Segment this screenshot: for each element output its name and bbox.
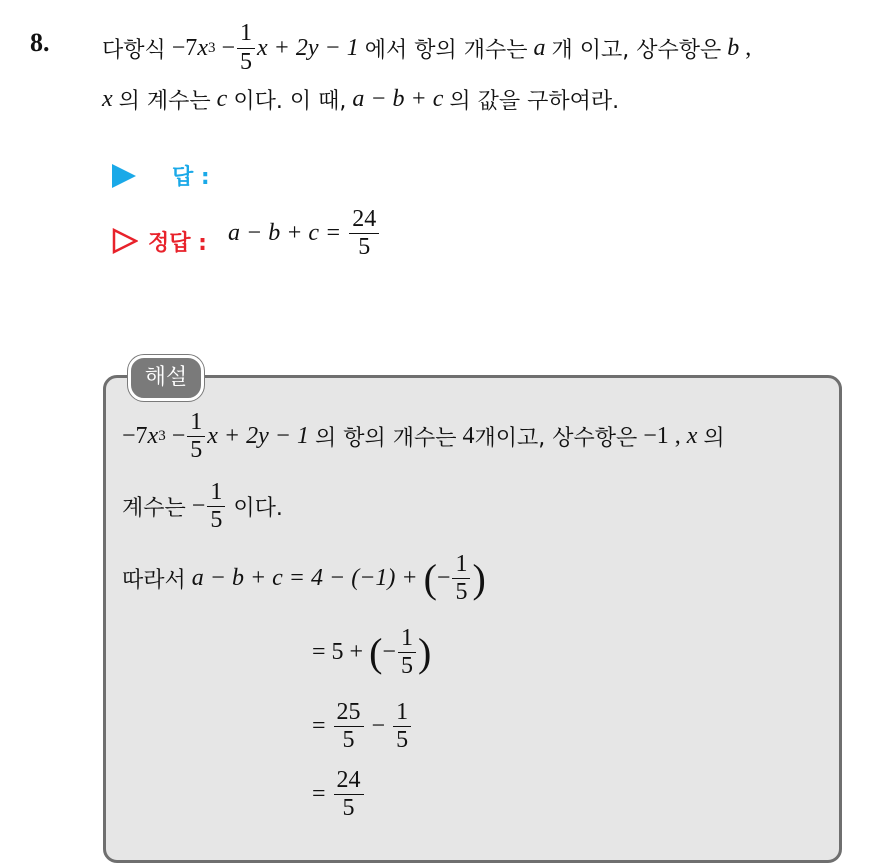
var-x: x	[147, 423, 159, 450]
var-c: c	[216, 86, 228, 112]
coef: −7	[122, 423, 148, 450]
minus: −	[191, 493, 206, 520]
left-paren: (	[369, 629, 383, 675]
frac-num: 1	[452, 552, 470, 579]
equals: =	[312, 781, 326, 808]
text: 따라서	[122, 568, 186, 594]
frac-den: 5	[190, 437, 203, 464]
question-text-2: 이다. 이 때,	[233, 89, 347, 114]
question-line-2	[102, 84, 619, 115]
frac-den: 5	[342, 727, 355, 754]
solution-expr: a − b + c =	[228, 220, 342, 247]
frac-den: 5	[210, 507, 223, 534]
equals: =	[312, 713, 326, 740]
expression: a − b + c	[352, 86, 444, 112]
constant-term: −1	[643, 423, 669, 450]
explanation-line-3	[122, 552, 486, 605]
var-a: a	[533, 34, 546, 61]
frac-num: 1	[398, 626, 416, 653]
var-b: b	[727, 34, 740, 61]
frac-den: 5	[400, 653, 413, 680]
var-x: x	[686, 423, 698, 450]
exponent: 3	[158, 428, 166, 445]
text: 의 항의 개수는	[314, 426, 457, 452]
explanation-line-1	[122, 410, 725, 463]
expression: = 5 +	[312, 639, 364, 666]
comma: ,	[674, 423, 681, 450]
frac-num: 1	[187, 410, 205, 437]
var-x: x	[102, 86, 113, 112]
fraction	[334, 700, 364, 753]
frac-den: 5	[240, 48, 253, 75]
minus: −	[171, 423, 186, 450]
fraction	[398, 626, 416, 679]
frac-num: 1	[207, 480, 225, 507]
right-paren: )	[472, 555, 486, 601]
text: 개이고, 상수항은	[474, 426, 638, 452]
comma: ,	[745, 34, 752, 61]
solution-expression	[228, 207, 381, 260]
question-text-a: 에서 항의 개수는	[364, 37, 528, 63]
var-x: x	[197, 34, 208, 61]
minus: −	[221, 34, 236, 61]
frac-num: 24	[349, 207, 379, 234]
text: 이다.	[233, 496, 283, 522]
question-text-1: 의 계수는	[118, 89, 211, 114]
poly-rest: x + 2y − 1	[257, 34, 359, 61]
solution-label: 정답 :	[148, 231, 207, 256]
text: 계수는	[122, 496, 186, 522]
explanation-tag: 해설	[128, 355, 204, 401]
left-paren: (	[423, 555, 437, 601]
term-count: 4	[462, 423, 475, 450]
expression: a − b + c = 4 − (−1) +	[191, 565, 418, 592]
explanation-line-2	[122, 480, 283, 533]
frac-num: 24	[334, 768, 364, 795]
solution-fraction	[349, 207, 379, 260]
fraction	[393, 700, 411, 753]
question-text-3: 의 값을 구하여라.	[449, 89, 620, 114]
explanation-line-4	[312, 626, 431, 679]
answer-arrow-icon	[112, 164, 136, 188]
text: 의	[703, 426, 725, 452]
poly-rest: x + 2y − 1	[207, 423, 309, 450]
fraction	[207, 480, 225, 533]
frac-num: 1	[237, 21, 255, 48]
minus: −	[382, 639, 396, 666]
question-text-b: 개 이고, 상수항은	[551, 37, 722, 63]
answer-label: 답 :	[172, 165, 210, 190]
exponent: 3	[207, 39, 216, 56]
fraction	[237, 21, 255, 74]
question-number: 8.	[30, 28, 50, 57]
question-lead: 다항식	[102, 37, 166, 63]
coef: −7	[171, 34, 198, 61]
minus: −	[436, 565, 451, 592]
explanation-line-5	[312, 700, 413, 753]
frac-den: 5	[358, 234, 371, 261]
frac-num: 25	[334, 700, 364, 727]
right-paren: )	[417, 629, 432, 675]
frac-den: 5	[396, 727, 409, 754]
solution-arrow-icon	[112, 228, 138, 254]
explanation-line-6	[312, 768, 366, 821]
fraction	[334, 768, 364, 821]
question-line-1	[102, 18, 751, 78]
fraction	[187, 410, 205, 463]
minus: −	[371, 713, 386, 740]
frac-den: 5	[455, 579, 468, 606]
fraction	[452, 552, 470, 605]
frac-den: 5	[342, 795, 355, 822]
frac-num: 1	[393, 700, 411, 727]
